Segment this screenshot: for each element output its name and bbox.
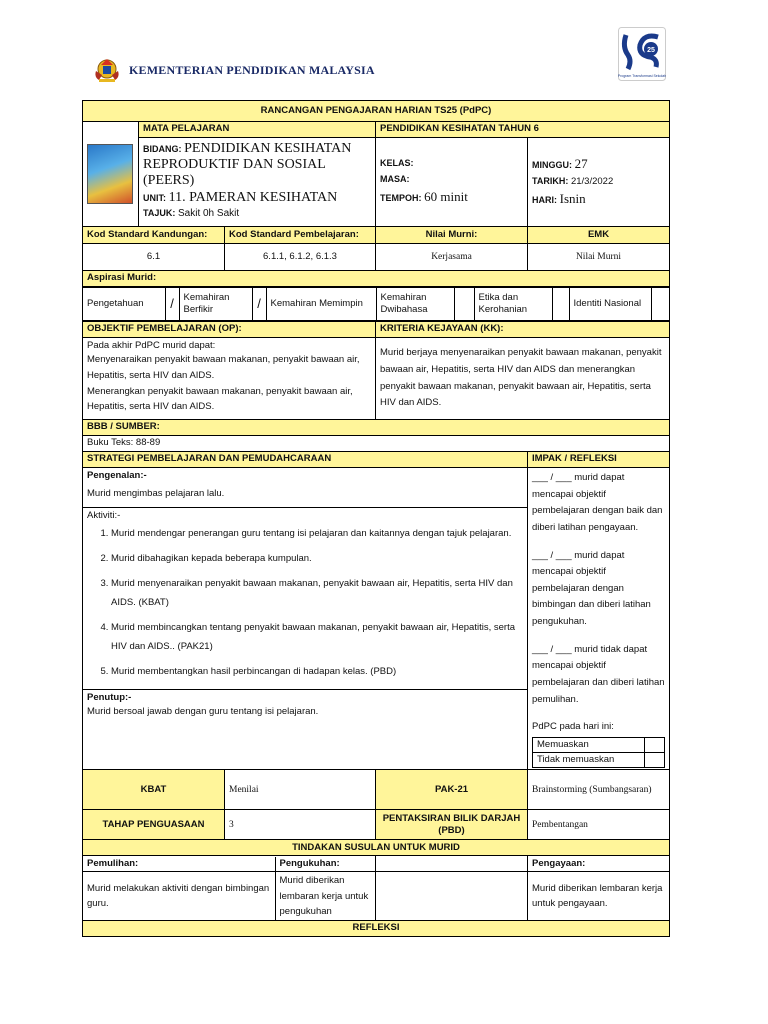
kbat-label: KBAT	[83, 770, 225, 810]
tarikh-value: 21/3/2022	[570, 175, 614, 187]
memuaskan-label: Memuaskan	[533, 737, 645, 752]
aspirasi-item: Kemahiran Memimpin	[266, 288, 376, 321]
tidak-memuaskan-checkbox[interactable]	[645, 753, 665, 768]
aspirasi-item: Identiti Nasional	[569, 288, 651, 321]
logo-caption: Program Transformasi Sekolah	[618, 74, 666, 78]
ksk-value: 6.1	[83, 244, 225, 271]
aspirasi-item: Kemahiran Dwibahasa	[376, 288, 454, 321]
tempoh-value: 60 minit	[424, 189, 468, 205]
tindakan-values	[83, 872, 376, 921]
aspirasi-checkbox[interactable]	[651, 288, 670, 321]
aspirasi-row	[83, 287, 670, 322]
kk-text: Murid berjaya menyenaraikan penyakit bawaan makanan, penyakit bawaan air, Hepatitis, serta HIV dan AIDS dan menerangkan penyakit bawaan makanan, penyakit bawaan air, Hepatitis, serta HIV dan AIDS.	[376, 338, 670, 420]
tahap-value: 3	[225, 810, 376, 840]
tindakan-spacer	[376, 856, 528, 872]
bbb-label: BBB / SUMBER:	[83, 420, 670, 436]
strategi-label: STRATEGI PEMBELAJARAN DAN PEMUDAHCARAAN	[83, 452, 528, 468]
pdpc-label: PdPC pada hari ini:	[532, 721, 614, 733]
bidang-label: BIDANG:	[143, 144, 182, 154]
subject-title: PENDIDIKAN KESIHATAN TAHUN 6	[376, 122, 670, 138]
pak21-value: Brainstorming (Sumbangsaran)	[528, 770, 670, 810]
aspirasi-grid	[83, 287, 670, 321]
tindakan-label: TINDAKAN SUSULAN UNTUK MURID	[83, 840, 670, 856]
textbook-cover-image	[87, 144, 133, 204]
pengukuhan-label: Pengukuhan:	[279, 857, 340, 869]
pbd-label: PENTAKSIRAN BILIK DARJAH (PBD)	[376, 810, 528, 840]
refleksi-label: REFLEKSI	[83, 921, 670, 937]
ts25-logo-icon	[618, 27, 666, 81]
pemulihan-label: Pemulihan:	[83, 857, 275, 871]
pbd-value: Pembentangan	[528, 810, 670, 840]
tajuk-label: TAJUK:	[143, 208, 176, 219]
textbook-cover-cell	[83, 122, 139, 227]
tindakan-spacer	[376, 872, 528, 921]
kbat-value: Menilai	[225, 770, 376, 810]
tarikh-label: TARIKH:	[532, 175, 569, 186]
impak-item: ___ / ___ murid tidak dapat mencapai objektif pembelajaran dan diberi latihan pemulihan.	[532, 643, 665, 705]
ministry-header	[92, 52, 375, 88]
tempoh-label: TEMPOH:	[380, 193, 422, 204]
penutup-label: Penutup:-	[87, 692, 132, 704]
nilai-value: Kerjasama	[376, 244, 528, 271]
pengayaan-text: Murid diberikan lembaran kerja untuk pengayaan.	[528, 872, 670, 921]
aspirasi-checkbox[interactable]	[454, 288, 474, 321]
kelas-masa-cell	[376, 138, 528, 227]
op-label: OBJEKTIF PEMBELAJARAN (OP):	[83, 322, 376, 338]
pak21-label: PAK-21	[376, 770, 528, 810]
ksk-label: Kod Standard Kandungan:	[83, 227, 225, 244]
unit-value: 11. PAMERAN KESIHATAN	[168, 190, 338, 206]
bbb-value: Buku Teks: 88-89	[83, 436, 670, 452]
lesson-plan-table	[82, 100, 670, 937]
minggu-tarikh-cell	[528, 138, 670, 227]
mata-pelajaran-label: MATA PELAJARAN	[139, 122, 376, 138]
minggu-value: 27	[574, 155, 588, 171]
tajuk-value: Sakit 0h Sakit	[177, 208, 240, 220]
ministry-name: KEMENTERIAN PENDIDIKAN MALAYSIA	[129, 62, 375, 77]
aktiviti-item: 1. Murid mendengar penerangan guru tentang isi pelajaran dan kaitannya dengan tajuk pelajaran.	[111, 524, 523, 543]
tindakan-value-split	[83, 872, 375, 920]
tahap-label: TAHAP PENGUASAAN	[83, 810, 225, 840]
kelas-label: KELAS:	[380, 157, 414, 168]
aspirasi-item: Kemahiran Berfikir	[179, 288, 252, 321]
aktiviti-list	[87, 524, 523, 681]
op-cell	[83, 338, 376, 420]
impak-item: ___ / ___ murid dapat mencapai objektif pembelajaran dengan bimbingan dan diberi latihan pengukuhan.	[532, 549, 651, 627]
pengukuhan-text: Murid diberikan lembaran kerja untuk pengukuhan	[279, 875, 369, 917]
impak-cell	[528, 468, 670, 770]
penutup-text: Murid bersoal jawab dengan guru tentang isi pelajaran.	[87, 706, 319, 718]
impak-item: ___ / ___ murid dapat mencapai objektif pembelajaran dengan baik dan diberi latihan pengayaan.	[532, 472, 663, 533]
bidang-cell	[139, 138, 376, 227]
hari-label: HARI:	[532, 195, 557, 206]
aspirasi-label: Aspirasi Murid:	[83, 271, 670, 287]
emk-value: Nilai Murni	[528, 244, 670, 271]
minggu-label: MINGGU:	[532, 159, 572, 170]
kk-label: KRITERIA KEJAYAAN (KK):	[376, 322, 670, 338]
aspirasi-item: Etika dan Kerohanian	[474, 288, 552, 321]
op-item: Menerangkan penyakit bawaan makanan, penyakit bawaan air, Hepatitis, serta HIV dan AIDS.	[87, 385, 353, 413]
aspirasi-checkbox[interactable]: /	[165, 288, 179, 321]
impak-label: IMPAK / REFLEKSI	[528, 452, 670, 468]
plan-title: RANCANGAN PENGAJARAN HARIAN TS25 (PdPC)	[83, 101, 670, 122]
nilai-label: Nilai Murni:	[376, 227, 528, 244]
bidang-value: PENDIDIKAN KESIHATAN REPRODUKTIF DAN SOSIAL (PEERS)	[143, 141, 352, 189]
masa-label: MASA:	[380, 173, 410, 184]
tindakan-headers	[83, 856, 376, 872]
memuaskan-checkbox[interactable]	[645, 737, 665, 752]
aktiviti-item: 3. Murid menyenaraikan penyakit bawaan makanan, penyakit bawaan air, Hepatitis, serta HIV dan AIDS. (KBAT)	[111, 574, 523, 612]
pemulihan-text: Murid melakukan aktiviti dengan bimbingan guru.	[83, 872, 275, 920]
aktiviti-label: Aktiviti:-	[87, 509, 121, 521]
aspirasi-checkbox[interactable]	[552, 288, 569, 321]
pengenalan-label: Pengenalan:-	[87, 470, 147, 481]
pengenalan-text: Murid mengimbas pelajaran lalu.	[87, 488, 225, 500]
ksp-value: 6.1.1, 6.1.2, 6.1.3	[225, 244, 376, 271]
malaysia-crest-icon	[92, 55, 122, 85]
op-intro: Pada akhir PdPC murid dapat:	[87, 340, 216, 351]
pengayaan-label: Pengayaan:	[528, 856, 670, 872]
tindakan-header-split	[83, 857, 375, 871]
emk-label: EMK	[528, 227, 670, 244]
aktiviti-item: 2. Murid dibahagikan kepada beberapa kumpulan.	[111, 549, 523, 568]
op-item: Menyenaraikan penyakit bawaan makanan, penyakit bawaan air, Hepatitis, serta HIV dan AIDS.	[87, 354, 360, 382]
tidak-memuaskan-label: Tidak memuaskan	[533, 753, 645, 768]
aktiviti-item: 4. Murid membincangkan tentang penyakit bawaan makanan, penyakit bawaan air, Hepatitis, serta HIV dan AIDS.. (PAK21)	[111, 618, 523, 656]
strategi-cell	[83, 468, 528, 770]
aspirasi-checkbox[interactable]: /	[252, 288, 266, 321]
aspirasi-item: Pengetahuan	[83, 288, 165, 321]
ksp-label: Kod Standard Pembelajaran:	[225, 227, 376, 244]
unit-label: UNIT:	[143, 193, 166, 204]
aktiviti-item: 5. Murid membentangkan hasil perbincangan di hadapan kelas. (PBD)	[111, 662, 523, 681]
pdpc-rating-table	[532, 737, 665, 769]
logo-number: 25	[647, 47, 655, 54]
hari-value: Isnin	[559, 191, 586, 207]
